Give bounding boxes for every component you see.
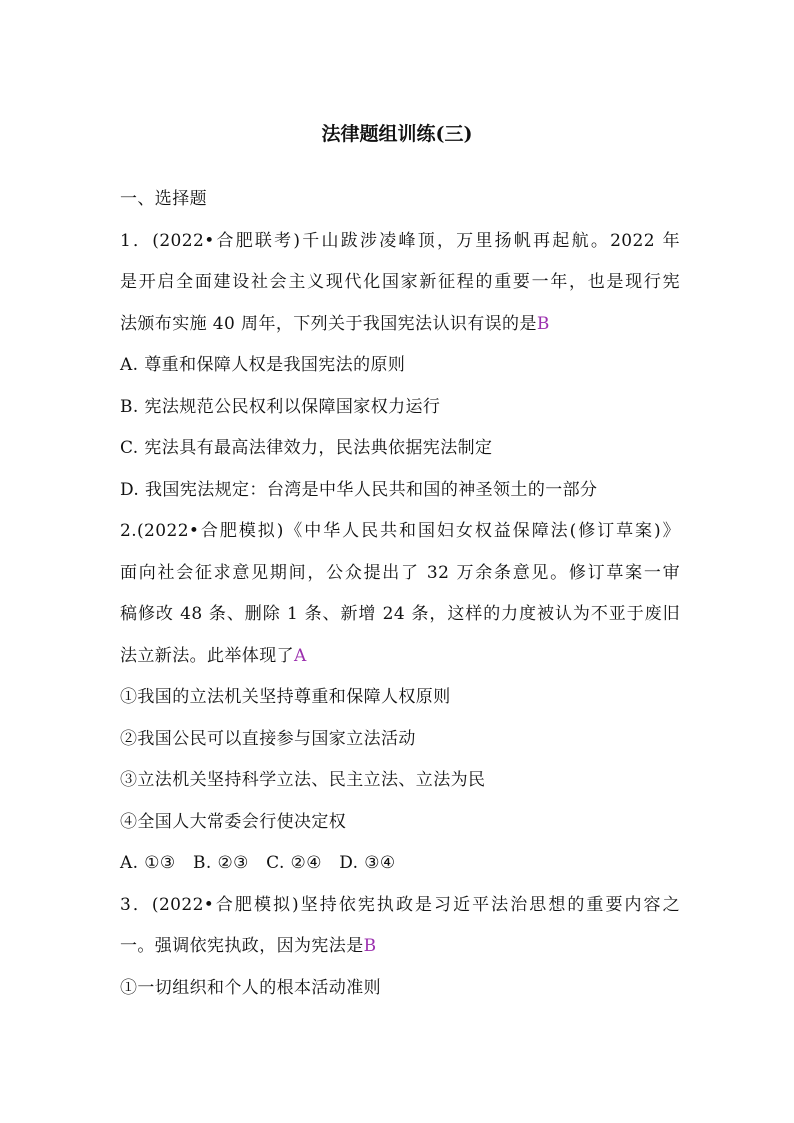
question-1-option-b: B. 宪法规范公民权利以保障国家权力运行	[120, 396, 441, 417]
question-1-option-c: C. 宪法具有最高法律效力，民法典依据宪法制定	[120, 438, 493, 458]
question-1-stem-line-3	[120, 304, 680, 346]
question-2-stem-line-1: 2.(2022•合肥模拟)《中华人民共和国妇女权益保障法(修订草案)》	[120, 521, 680, 541]
question-3	[120, 885, 680, 1010]
question-3-answer: B	[363, 936, 377, 956]
question-3-stem-line-1: 3．(2022•合肥模拟)坚持依宪执政是习近平法治思想的重要内容之	[120, 894, 680, 915]
question-2-statement-3: ③立法机关坚持科学立法、民主立法、立法为民	[120, 770, 486, 790]
question-1-option-a: A. 尊重和保障人权是我国宪法的原则	[120, 355, 406, 375]
question-3-stem-text: 一。强调依宪执政，因为宪法是	[120, 936, 364, 956]
question-1-option-d: D. 我国宪法规定：台湾是中华人民共和国的神圣领土的一部分	[120, 479, 598, 500]
section-heading: 一、选择题	[120, 189, 207, 209]
question-3-statement-1: ①一切组织和个人的根本活动准则	[120, 977, 381, 998]
document-body	[120, 179, 680, 1009]
question-1-stem-line-1: 1．(2022•合肥联考)千山跋涉凌峰顶，万里扬帆再起航。2022 年	[120, 230, 680, 251]
document-title: 法律题组训练(三)	[321, 123, 473, 145]
question-2	[120, 511, 680, 885]
question-2-stem-line-2: 面向社会征求意见期间，公众提出了 32 万余条意见。修订草案一审	[120, 562, 680, 583]
question-1-stem-line-2: 是开启全面建设社会主义现代化国家新征程的重要一年，也是现行宪	[120, 272, 680, 292]
question-3-stem-line-2	[120, 926, 680, 968]
question-2-choices: A. ①③ B. ②③ C. ②④ D. ③④	[120, 853, 396, 873]
question-1-answer: B	[536, 313, 550, 334]
question-2-stem-text: 法立新法。此举体现了	[120, 645, 294, 666]
question-2-statement-1: ①我国的立法机关坚持尊重和保障人权原则	[120, 687, 451, 707]
question-1	[120, 221, 680, 512]
question-2-stem-line-3: 稿修改 48 条、删除 1 条、新增 24 条，这样的力度被认为不亚于废旧	[120, 604, 680, 624]
question-2-answer: A	[294, 645, 307, 666]
question-1-stem-text: 法颁布实施 40 周年，下列关于我国宪法认识有误的是	[120, 313, 537, 334]
question-2-stem-line-4	[120, 636, 680, 678]
question-2-statement-4: ④全国人大常委会行使决定权	[120, 811, 347, 832]
question-2-statement-2: ②我国公民可以直接参与国家立法活动	[120, 728, 416, 749]
